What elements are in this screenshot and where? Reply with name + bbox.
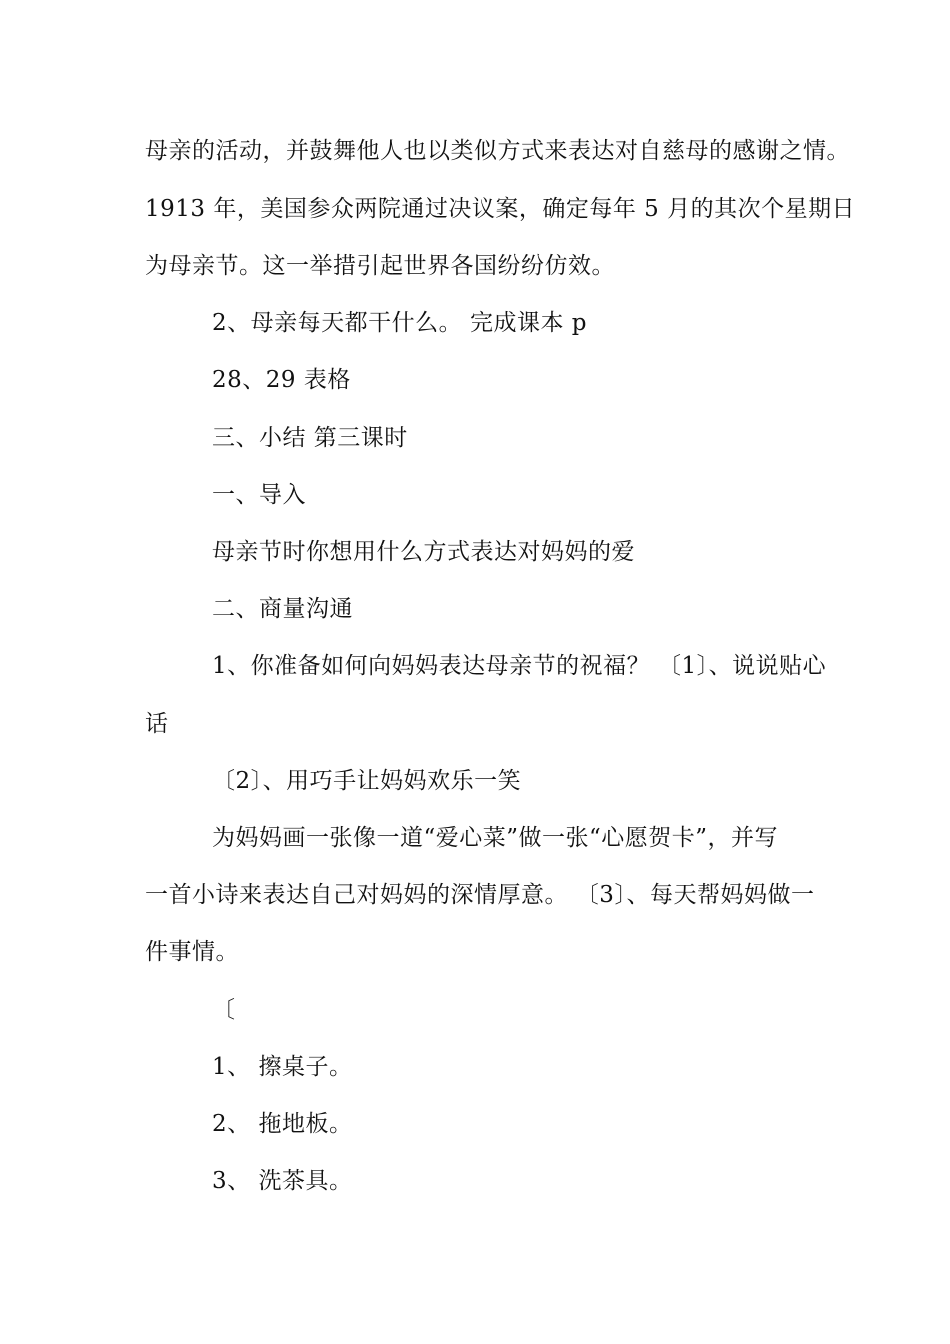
section-heading: 二、商量沟通: [212, 596, 353, 622]
paragraph-line: 母亲节时你想用什么方式表达对妈妈的爱: [212, 539, 635, 565]
list-item: 2、 拖地板。: [212, 1111, 353, 1137]
paragraph-line: 〔2〕、用巧手让妈妈欢乐一笑: [212, 768, 522, 794]
paragraph-line: 件事情。: [145, 939, 239, 965]
paragraph-line: 28、29 表格: [212, 367, 351, 393]
section-heading: 一、导入: [212, 482, 306, 508]
list-item: 1、 擦桌子。: [212, 1054, 353, 1080]
paragraph-line: 1、你准备如何向妈妈表达母亲节的祝福？ 〔1〕、说说贴心: [212, 653, 827, 679]
paragraph-line: 为母亲节。这一举措引起世界各国纷纷仿效。: [145, 253, 615, 279]
paragraph-line: 话: [145, 711, 169, 737]
paragraph-line: 〔: [212, 997, 236, 1023]
paragraph-line: 2、母亲每天都干什么。 完成课本 p: [212, 310, 587, 336]
paragraph-line: 1913 年，美国参众两院通过决议案，确定每年 5 月的其次个星期日: [145, 196, 856, 222]
paragraph-line: 一首小诗来表达自己对妈妈的深情厚意。 〔3〕、每天帮妈妈做一: [145, 882, 815, 908]
section-heading: 三、小结 第三课时: [212, 425, 408, 451]
paragraph-line: 为妈妈画一张像一道“爱心菜”做一张“心愿贺卡”，并写: [212, 825, 779, 851]
paragraph-line: 母亲的活动，并鼓舞他人也以类似方式来表达对自慈母的感谢之情。: [145, 138, 850, 164]
list-item: 3、 洗茶具。: [212, 1168, 353, 1194]
